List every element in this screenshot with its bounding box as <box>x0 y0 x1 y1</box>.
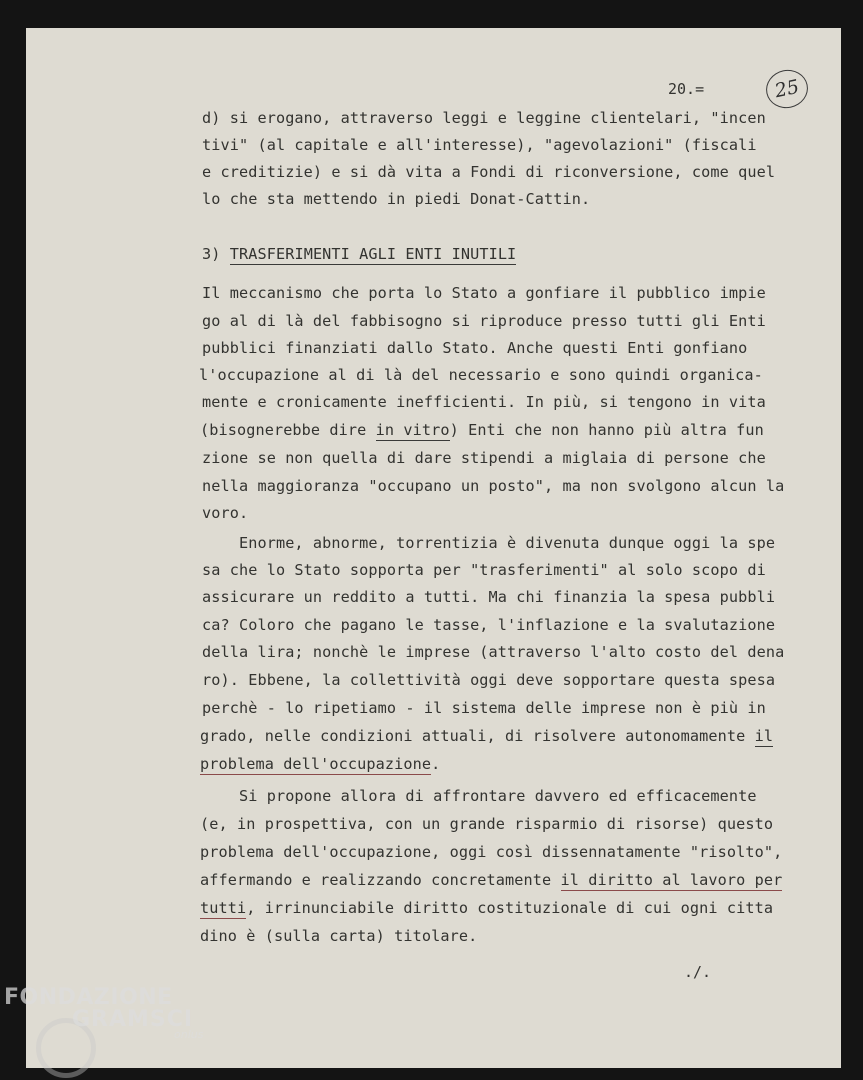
text-line: Il meccanismo che porta lo Stato a gonfiare il pubblico impie <box>202 284 766 302</box>
section-heading <box>202 244 516 264</box>
text-line: lo che sta mettendo in piedi Donat-Cattin. <box>202 190 591 208</box>
archive-page-number: 25 <box>772 75 802 103</box>
page-number: 20.= <box>668 80 705 98</box>
text-line: voro. <box>202 504 249 522</box>
text-line: ro). Ebbene, la collettività oggi deve sopportare questa spesa <box>202 671 776 689</box>
text-line: assicurare un reddito a tutti. Ma chi finanzia la spesa pubbli <box>202 588 776 606</box>
text-line: della lira; nonchè le imprese (attraverso l'alto costo del dena <box>202 643 785 661</box>
archive-page-stamp <box>763 66 812 112</box>
text-line: zione se non quella di dare stipendi a miglaia di persone che <box>202 449 766 467</box>
watermark <box>4 985 203 1041</box>
text-line <box>200 870 782 890</box>
text-line: dino è (sulla carta) titolare. <box>200 927 478 945</box>
text-line: ca? Coloro che pagano le tasse, l'inflazione e la svalutazione <box>202 616 776 634</box>
text-line: mente e cronicamente inefficienti. In più, si tengono in vita <box>202 393 766 411</box>
section-title: TRASFERIMENTI AGLI ENTI INUTILI <box>229 245 517 263</box>
text-line: d) si erogano, attraverso leggi e leggine clientelari, "incen <box>202 109 766 127</box>
watermark-line: FONDAZIONE <box>4 985 173 1010</box>
text-line <box>200 726 773 746</box>
watermark-line: GRAMSCI <box>72 1007 194 1032</box>
text-line: sa che lo Stato sopporta per "trasferimenti" al solo scopo di <box>202 561 766 579</box>
text-line: Enorme, abnorme, torrentizia è divenuta dunque oggi la spe <box>202 534 776 552</box>
text-line: e creditizie) e si dà vita a Fondi di riconversione, come quel <box>202 163 776 181</box>
underlined-phrase: problema dell'occupazione <box>200 755 432 773</box>
text-segment: , irrinunciabile diritto costituzionale di cui ogni citta <box>246 899 774 917</box>
text-line <box>200 754 440 774</box>
text-line <box>200 898 773 918</box>
text-line: (e, in prospettiva, con un grande risparmio di risorse) questo <box>200 815 774 833</box>
text-segment: ) Enti che non hanno più altra fun <box>449 421 764 439</box>
underlined-phrase: il <box>754 727 774 745</box>
text-segment: (bisognerebbe dire <box>200 421 376 439</box>
text-segment: . <box>431 755 441 773</box>
text-line: go al di là del fabbisogno si riproduce presso tutti gli Enti <box>202 312 766 330</box>
text-line: problema dell'occupazione, oggi così dissennatamente "risolto", <box>200 843 783 861</box>
underlined-phrase: in vitro <box>375 421 450 439</box>
text-line: tivi" (al capitale e all'interesse), "agevolazioni" (fiscali <box>202 136 757 154</box>
text-line: nella maggioranza "occupano un posto", ma non svolgono alcun la <box>202 477 785 495</box>
text-line: l'occupazione al di là del necessario e sono quindi organica- <box>199 366 763 384</box>
section-number: 3) <box>202 245 221 263</box>
text-line: Si propone allora di affrontare davvero ed efficacemente <box>202 787 757 805</box>
document-page <box>26 28 841 1068</box>
underlined-phrase: il diritto al lavoro per <box>560 871 783 889</box>
underlined-phrase: tutti <box>200 899 247 917</box>
continued-mark: ./. <box>684 963 712 981</box>
text-line: pubblici finanziati dallo Stato. Anche questi Enti gonfiano <box>202 339 748 357</box>
text-line <box>200 420 764 440</box>
text-line: perchè - lo ripetiamo - il sistema delle imprese non è più in <box>202 699 766 717</box>
text-segment: grado, nelle condizioni attuali, di risolvere autonomamente <box>200 727 755 745</box>
watermark-line: onlus <box>174 1028 204 1041</box>
text-segment: affermando e realizzando concretamente <box>200 871 561 889</box>
